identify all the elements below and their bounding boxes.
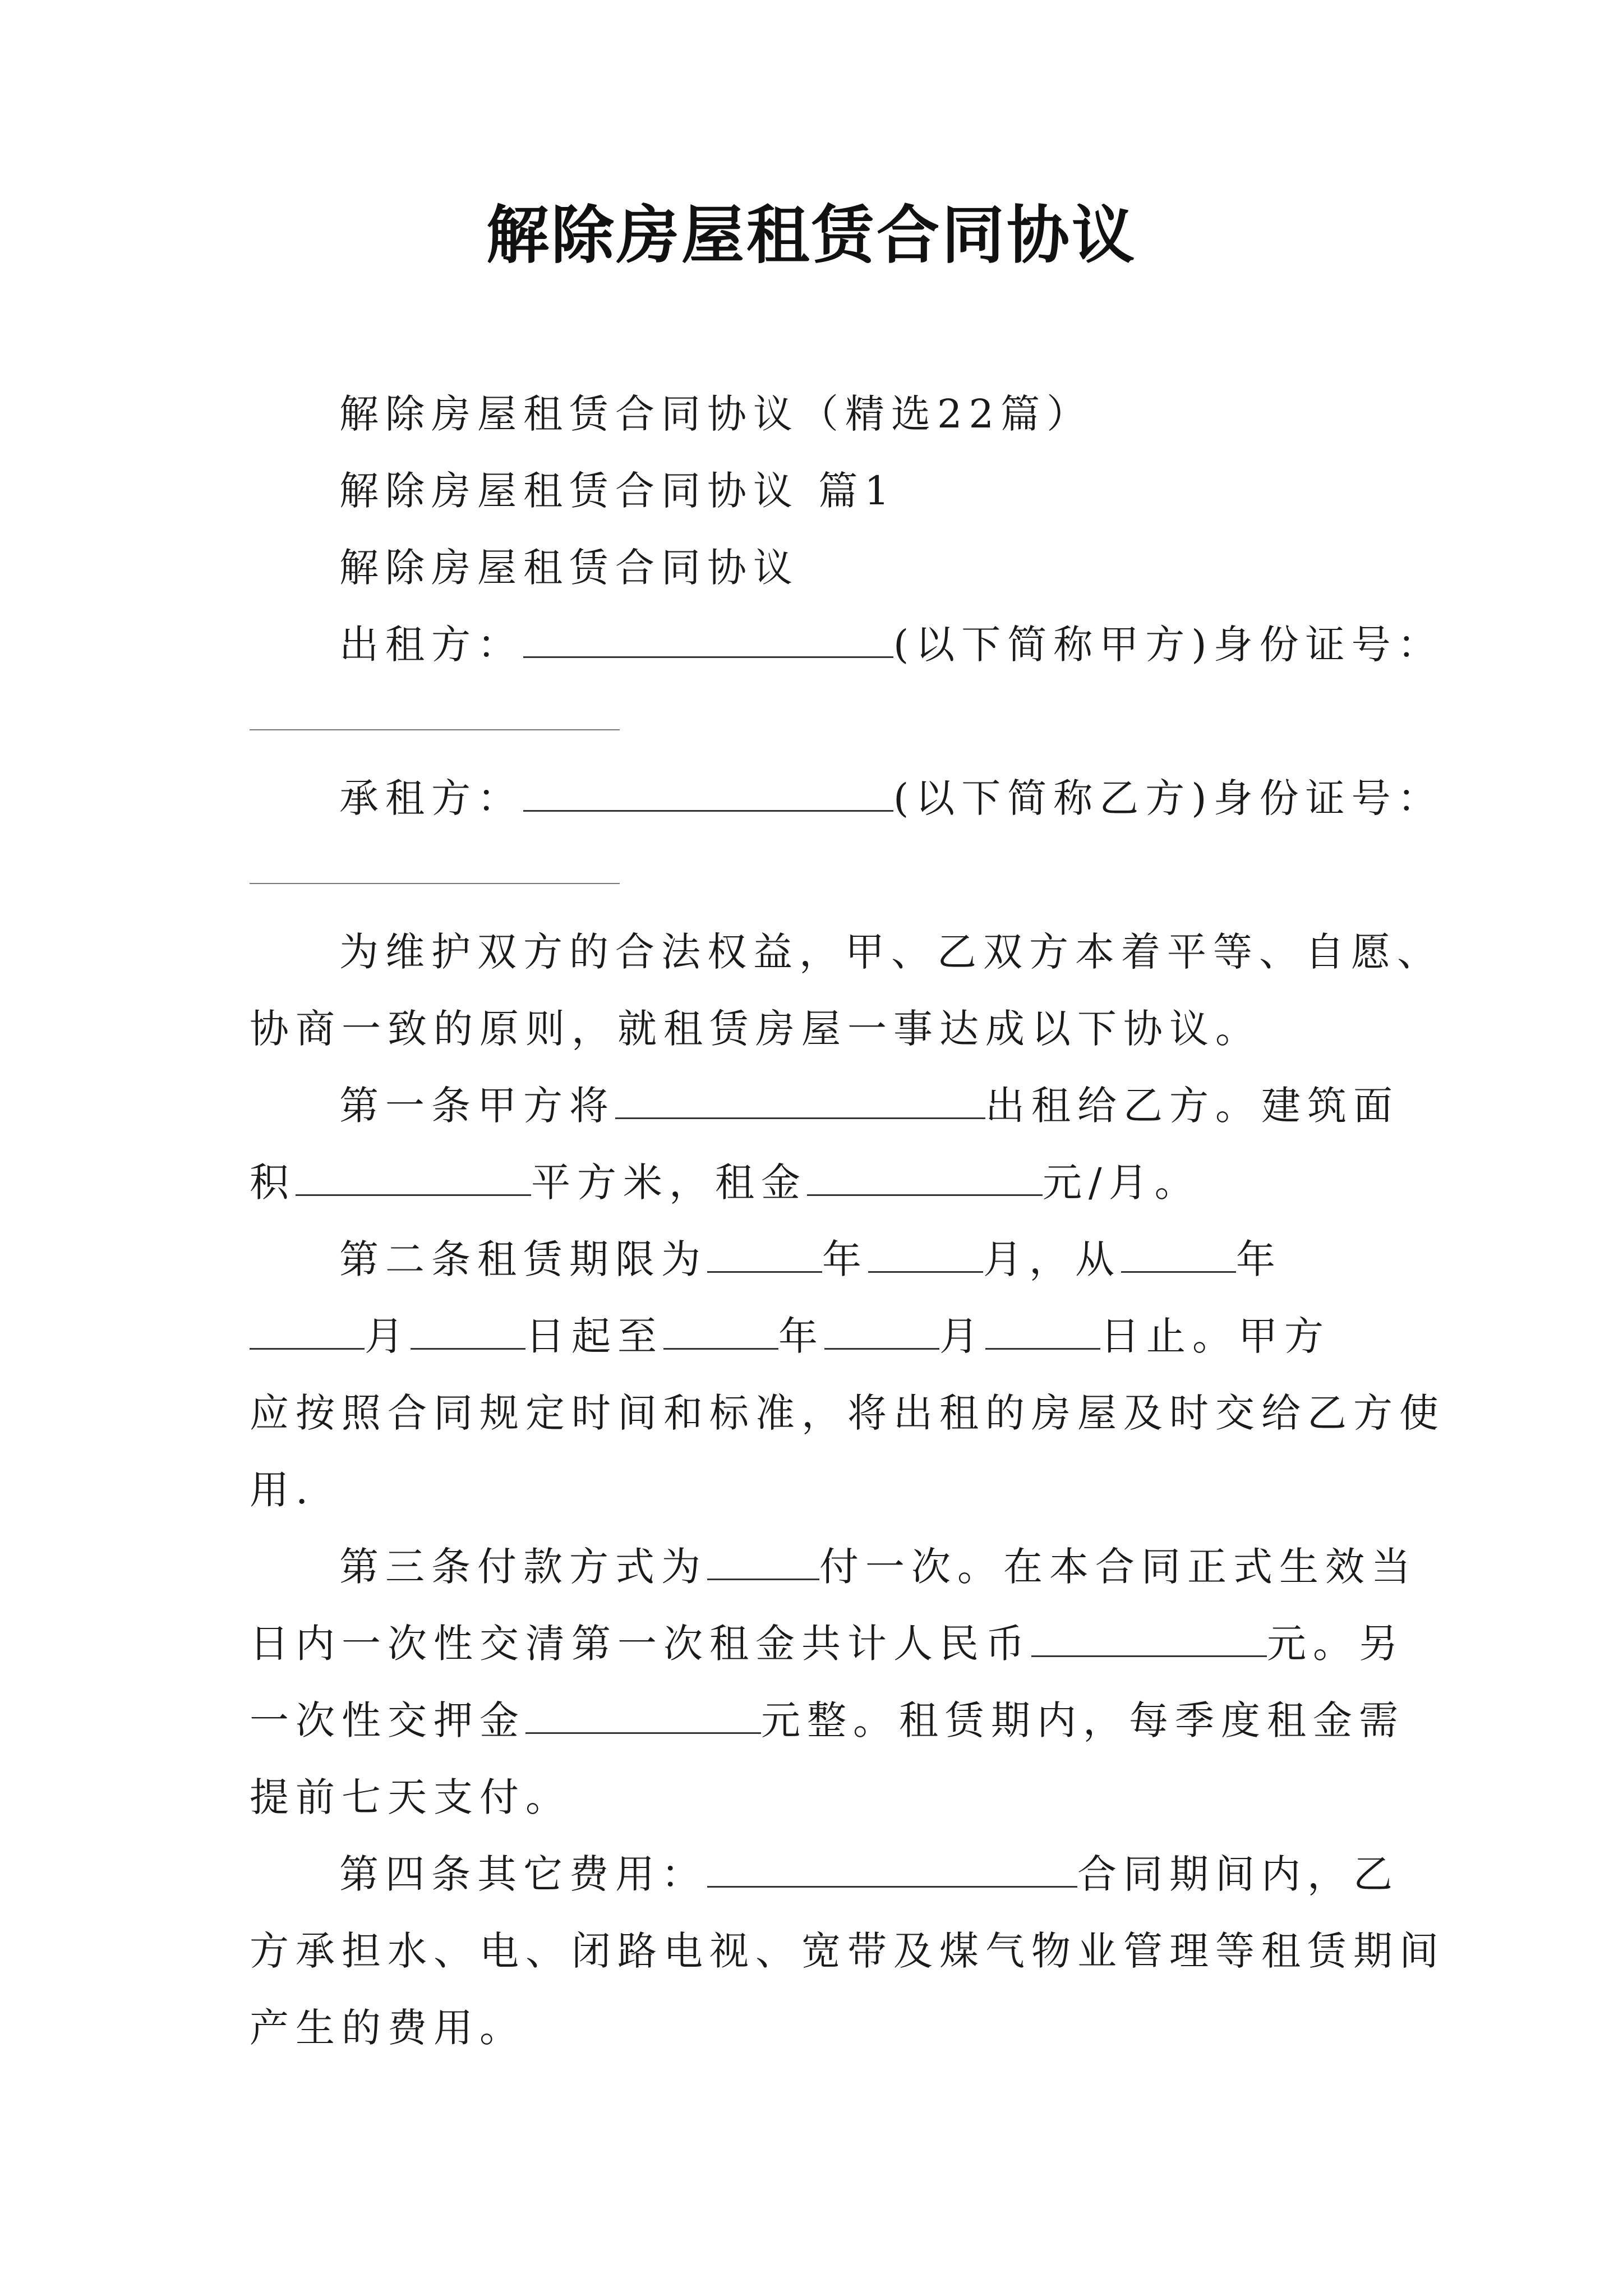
subtitle-line: [250, 376, 1382, 453]
day-blank[interactable]: [411, 1313, 525, 1350]
article-text: 年: [1236, 1236, 1282, 1282]
agreement-heading-text: 解除房屋租赁合同协议: [339, 545, 799, 591]
area-blank[interactable]: [296, 1159, 531, 1196]
article-text: 第一条甲方将: [339, 1083, 615, 1129]
article-text: 积: [250, 1159, 296, 1205]
lessor-line: [250, 606, 1444, 683]
lessor-suffix: (以下简称甲方)身份证号：: [893, 622, 1444, 668]
article-3-line: [250, 1529, 1417, 1605]
article-text: 日止。甲方: [1100, 1313, 1330, 1359]
article-text: 方承担水、电、闭路电视、宽带及煤气物业管理等租赁期间: [250, 1928, 1445, 1974]
paragraph-text: 为维护双方的合法权益，甲、乙双方本着平等、自愿、: [339, 929, 1443, 975]
article-text: 月: [365, 1313, 411, 1359]
lessee-line: [250, 760, 1444, 837]
lessee-label: 承租方：: [339, 775, 523, 821]
lessor-label: 出租方：: [339, 622, 523, 668]
lessee-id-blank[interactable]: [250, 848, 620, 884]
article-text: 元。另: [1267, 1621, 1405, 1667]
article-3-line: [250, 1682, 1405, 1759]
lessee-suffix: (以下简称乙方)身份证号：: [893, 775, 1444, 821]
article-text: 第三条付款方式为: [339, 1544, 707, 1590]
article-3-line: [250, 1759, 1382, 1836]
article-2-line: [250, 1221, 1382, 1298]
year-blank[interactable]: [1121, 1236, 1236, 1273]
article-text: 日内一次性交清第一次租金共计人民币: [250, 1621, 1031, 1667]
article-2-line: [250, 1452, 1382, 1529]
article-3-line: [250, 1605, 1405, 1682]
article-text: 元/月。: [1043, 1159, 1201, 1205]
rent-blank[interactable]: [807, 1159, 1043, 1196]
month-blank[interactable]: [250, 1313, 365, 1350]
article-2-line: [250, 1298, 1382, 1375]
article-text: 月: [939, 1313, 985, 1359]
article-1-line: [250, 1144, 1382, 1221]
document-body: [250, 376, 1445, 2067]
article-text: 日起至: [525, 1313, 663, 1359]
article-text: 出租给乙方。建筑面: [985, 1083, 1399, 1129]
article-text: 第二条租赁期限为: [339, 1236, 707, 1282]
payment-period-blank[interactable]: [707, 1544, 819, 1580]
article-text: 年: [778, 1313, 824, 1359]
year-blank[interactable]: [663, 1313, 778, 1350]
article-1-line: [250, 1068, 1399, 1144]
article-text: 产生的费用。: [250, 2005, 525, 2051]
article-4-line: [250, 1990, 1382, 2067]
subtitle-text: 解除房屋租赁合同协议（精选22篇）: [339, 391, 1093, 437]
lessor-id-line: [250, 683, 1382, 760]
article-2-line: [250, 1375, 1445, 1452]
article-4-line: [250, 1836, 1399, 1913]
article-text: 年: [822, 1236, 868, 1282]
agreement-heading: [250, 530, 1382, 606]
paragraph-text: 协商一致的原则，就租赁房屋一事达成以下协议。: [250, 1006, 1261, 1052]
article-text: 第四条其它费用：: [339, 1851, 707, 1897]
property-blank[interactable]: [615, 1083, 985, 1119]
article-4-line: [250, 1913, 1445, 1990]
section-heading-text: 解除房屋租赁合同协议 篇1: [339, 468, 896, 514]
article-text: 一次性交押金: [250, 1697, 525, 1743]
article-text: 付一次。在本合同正式生效当: [819, 1544, 1417, 1590]
lessee-id-line: [250, 837, 1382, 914]
lessee-name-blank[interactable]: [523, 775, 893, 812]
article-text: 提前七天支付。: [250, 1774, 571, 1820]
day-blank[interactable]: [985, 1313, 1100, 1350]
lessor-id-blank[interactable]: [250, 694, 620, 730]
document-title: 解除房屋租赁合同协议: [486, 199, 1137, 272]
paragraph-line: [250, 914, 1443, 991]
article-text: 应按照合同规定时间和标准，将出租的房屋及时交给乙方使: [250, 1390, 1445, 1436]
lessor-name-blank[interactable]: [523, 622, 893, 658]
article-text: 月，从: [983, 1236, 1121, 1282]
other-fees-blank[interactable]: [707, 1851, 1077, 1888]
article-text: 元整。租赁期内，每季度租金需: [761, 1697, 1405, 1743]
article-text: 合同期间内，乙: [1077, 1851, 1399, 1897]
first-rent-blank[interactable]: [1031, 1621, 1267, 1657]
year-blank[interactable]: [707, 1236, 822, 1273]
article-text: 用.: [250, 1467, 315, 1513]
article-text: 平方米，租金: [531, 1159, 807, 1205]
section-heading: [250, 453, 1382, 530]
paragraph-line: [250, 991, 1382, 1068]
month-blank[interactable]: [868, 1236, 983, 1273]
deposit-blank[interactable]: [525, 1697, 761, 1734]
month-blank[interactable]: [824, 1313, 939, 1350]
